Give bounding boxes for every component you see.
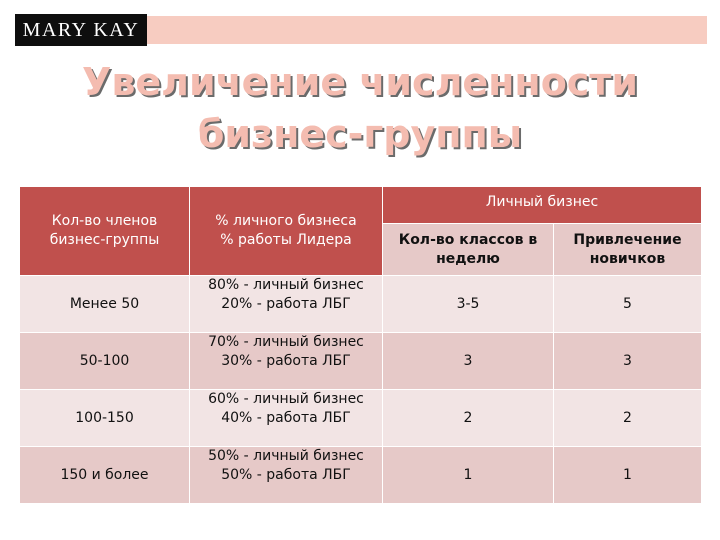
mary-kay-logo: MARY KAY [15, 14, 147, 46]
business-group-table [19, 186, 702, 504]
cell-classes: 3 [383, 333, 554, 390]
cell-group-size: Менее 50 [20, 276, 190, 333]
header-classes-per-week: Кол-во классов в неделю [383, 224, 554, 276]
cell-personal-share: 80% - личный бизнес [208, 277, 364, 293]
cell-work-split [190, 276, 383, 333]
cell-recruits: 1 [554, 447, 702, 504]
header-work-split [190, 187, 383, 276]
table-row [20, 333, 702, 390]
cell-leader-share: 40% - работа ЛБГ [221, 410, 351, 426]
cell-work-split [190, 447, 383, 504]
cell-leader-share: 50% - работа ЛБГ [221, 467, 351, 483]
cell-classes: 2 [383, 390, 554, 447]
cell-group-size: 100-150 [20, 390, 190, 447]
cell-classes: 1 [383, 447, 554, 504]
table-row [20, 276, 702, 333]
header-personal-business: Личный бизнес [383, 187, 702, 224]
cell-work-split [190, 333, 383, 390]
cell-recruits: 5 [554, 276, 702, 333]
cell-recruits: 2 [554, 390, 702, 447]
cell-group-size: 150 и более [20, 447, 190, 504]
cell-leader-share: 30% - работа ЛБГ [221, 353, 351, 369]
header-work-split-line-2: % работы Лидера [220, 232, 352, 248]
cell-personal-share: 70% - личный бизнес [208, 334, 364, 350]
header-group-size: Кол-во членов бизнес-группы [20, 187, 190, 276]
slide-title-line-1: Увеличение численности [82, 60, 638, 104]
header-work-split-line-1: % личного бизнеса [215, 213, 357, 229]
cell-leader-share: 20% - работа ЛБГ [221, 296, 351, 312]
cell-classes: 3-5 [383, 276, 554, 333]
cell-personal-share: 50% - личный бизнес [208, 448, 364, 464]
table-row [20, 447, 702, 504]
cell-recruits: 3 [554, 333, 702, 390]
header-recruiting: Привлечение новичков [554, 224, 702, 276]
cell-work-split [190, 390, 383, 447]
table-header-row [20, 187, 702, 224]
cell-personal-share: 60% - личный бизнес [208, 391, 364, 407]
slide-title [40, 56, 680, 160]
table-row [20, 390, 702, 447]
slide-title-line-2: бизнес-группы [197, 112, 523, 156]
cell-group-size: 50-100 [20, 333, 190, 390]
top-accent-bar [147, 16, 707, 44]
